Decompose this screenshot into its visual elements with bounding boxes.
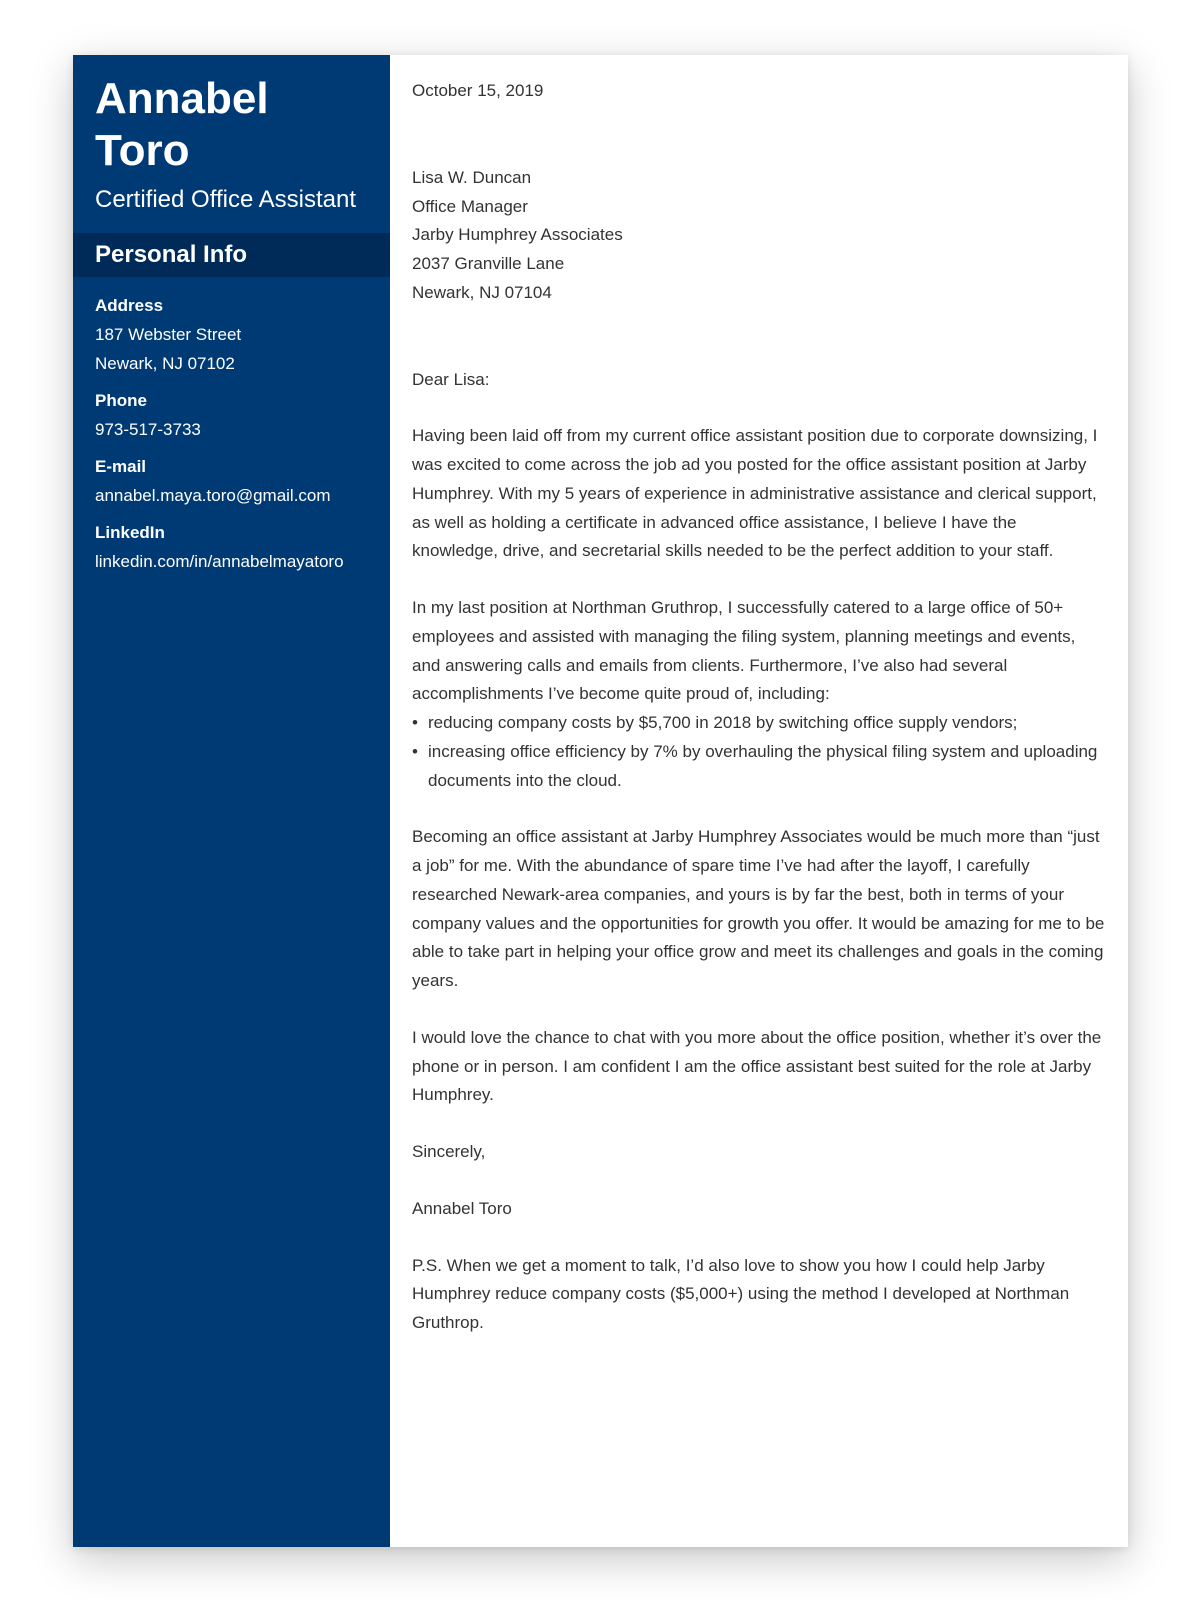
recipient-title: Office Manager	[412, 196, 528, 216]
recipient-company: Jarby Humphrey Associates	[412, 225, 623, 245]
recipient-name: Lisa W. Duncan	[412, 167, 532, 187]
linkedin-label: LinkedIn	[95, 523, 165, 542]
accomplishments-list	[412, 709, 1106, 795]
letter-date: October 15, 2019	[412, 81, 544, 100]
list-item: • increasing office efficiency by 7% by overhauling the physical filing system and uploading documents into the cloud.	[412, 738, 1106, 796]
name-block	[73, 55, 390, 215]
address-label: Address	[95, 296, 164, 315]
phone-label: Phone	[95, 391, 147, 410]
recipient-street: 2037 Granville Lane	[412, 254, 565, 273]
address-group	[95, 291, 368, 378]
paragraph-experience-block	[412, 594, 1106, 795]
personal-info-heading: Personal Info	[73, 233, 390, 277]
address-line-1: 187 Webster Street	[95, 325, 242, 344]
list-item: • reducing company costs by $5,700 in 2018 by switching office supply vendors;	[412, 709, 1106, 738]
postscript: P.S. When we get a moment to talk, I’d also love to show you how I could help Jarby Humphrey reduce company costs ($5,000+) using the method I developed at Northman Gruthrop.	[412, 1255, 1070, 1332]
applicant-name	[95, 73, 370, 177]
applicant-first-name: Annabel	[95, 74, 269, 123]
linkedin-group	[95, 518, 368, 576]
cover-letter-page	[73, 55, 1128, 1547]
phone-value[interactable]: 973-517-3733	[95, 420, 201, 439]
salutation: Dear Lisa:	[412, 369, 490, 389]
paragraph-intro: Having been laid off from my current office assistant position due to corporate downsizing, I was excited to come across the job ad you posted for the office assistant position at Jarby Humphrey. With my 5 years of experience in administrative assistance and clerical support, as well as holding a certificate in advanced office assistance, I believe I have the knowledge, drive, and secretarial skills needed to be the perfect addition to your staff.	[412, 426, 1098, 561]
letter-body	[390, 55, 1128, 1547]
paragraph-call-to-action: I would love the chance to chat with you more about the office position, whether it’s over the phone or in person. I am confident I am the office assistant best suited for the role at Jarby Humphrey.	[412, 1027, 1102, 1105]
job-title: Certified Office Assistant	[95, 186, 356, 213]
personal-info	[73, 277, 390, 576]
email-link[interactable]: annabel.maya.toro@gmail.com	[95, 486, 331, 505]
recipient-city: Newark, NJ 07104	[412, 282, 552, 302]
address-line-2: Newark, NJ 07102	[95, 354, 235, 373]
sidebar	[73, 55, 390, 1547]
signature: Annabel Toro	[412, 1198, 512, 1218]
closing: Sincerely,	[412, 1142, 486, 1161]
phone-group	[95, 386, 368, 444]
paragraph-motivation: Becoming an office assistant at Jarby Humphrey Associates would be much more than “just a job” for me. With the abundance of spare time I’ve had after the layoff, I carefully researched Newark-area companies, and yours is by far the best, both in terms of your company values and the opportunities for growth you offer. It would be amazing for me to be able to take part in helping your office grow and meet its challenges and goals in the coming years.	[412, 827, 1105, 990]
email-group	[95, 452, 368, 510]
recipient-block	[412, 164, 1106, 308]
paragraph-experience: In my last position at Northman Gruthrop, I successfully catered to a large office of 50+ employees and assisted with managing the filing system, planning meetings and events, and answering calls and emails from clients. Furthermore, I’ve also had several accomplishments I’ve become quite proud of, including:	[412, 598, 1076, 704]
applicant-last-name: Toro	[95, 126, 190, 175]
linkedin-link[interactable]: linkedin.com/in/annabelmayatoro	[95, 552, 344, 571]
email-label: E-mail	[95, 457, 147, 476]
